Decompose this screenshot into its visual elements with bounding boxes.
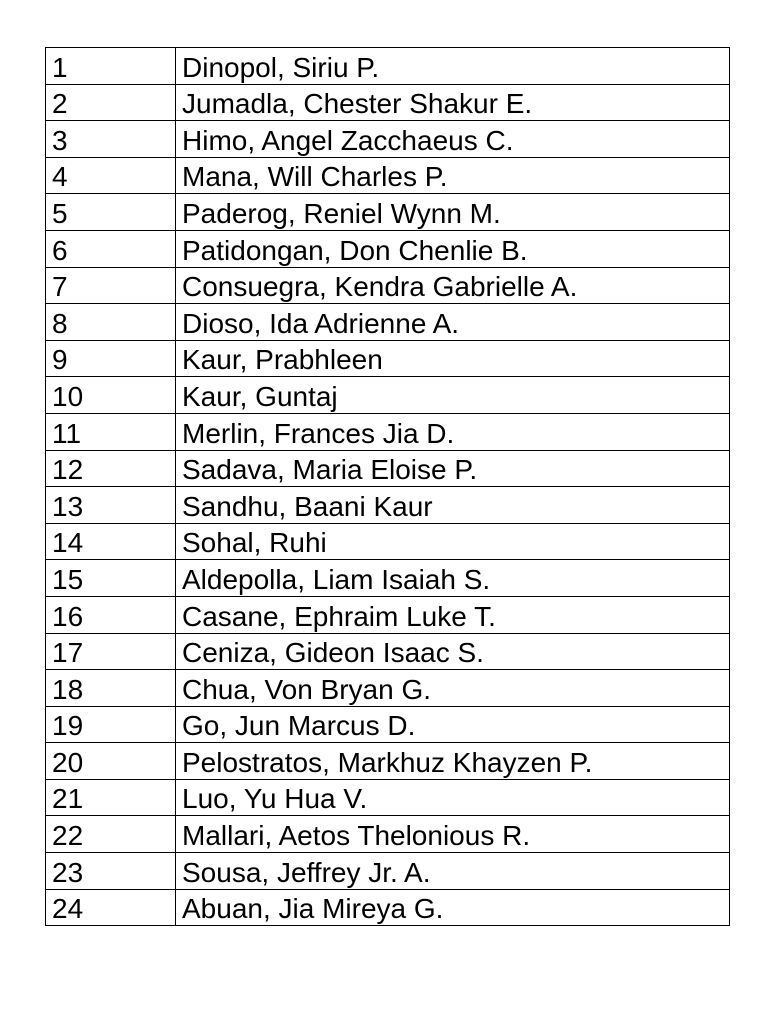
student-name: Luo, Yu Hua V. [182,783,368,815]
student-name-cell [176,304,730,341]
student-name: Mallari, Aetos Thelonious R. [182,820,531,852]
student-name-cell [176,670,730,707]
student-name: Sousa, Jeffrey Jr. A. [182,856,431,888]
student-name: Jumadla, Chester Shakur E. [182,88,533,120]
student-name-cell [176,450,730,487]
table-row [46,670,730,707]
student-name: Sandhu, Baani Kaur [182,490,433,522]
student-name-cell [176,889,730,926]
table-row [46,450,730,487]
table-row [46,816,730,853]
table-row [46,779,730,816]
row-number: 8 [52,307,68,339]
row-number: 9 [52,344,68,376]
student-name-cell [176,377,730,414]
table-row [46,377,730,414]
row-number: 17 [52,637,84,669]
table-row [46,157,730,194]
table-row [46,84,730,121]
student-name-cell [176,194,730,231]
student-name-cell [176,121,730,158]
row-number: 12 [52,454,84,486]
row-number: 18 [52,673,84,705]
row-number: 1 [52,51,68,83]
student-name: Merlin, Frances Jia D. [182,417,455,449]
row-number: 20 [52,746,84,778]
row-number-cell [46,267,176,304]
row-number: 4 [52,161,68,193]
student-name: Dioso, Ida Adrienne A. [182,307,460,339]
student-name: Chua, Von Bryan G. [182,673,432,705]
row-number: 19 [52,710,84,742]
table-row [46,121,730,158]
row-number-cell [46,779,176,816]
row-number-cell [46,560,176,597]
student-name: Himo, Angel Zacchaeus C. [182,124,514,156]
row-number-cell [46,596,176,633]
table-row [46,560,730,597]
row-number: 22 [52,820,84,852]
student-name-cell [176,560,730,597]
row-number-cell [46,48,176,85]
student-name: Sohal, Ruhi [182,527,327,559]
student-name-cell [176,48,730,85]
row-number: 24 [52,893,84,925]
student-name: Consuegra, Kendra Gabrielle A. [182,271,578,303]
row-number-cell [46,523,176,560]
student-name-cell [176,706,730,743]
student-name-cell [176,816,730,853]
row-number-cell [46,450,176,487]
row-number-cell [46,816,176,853]
row-number: 16 [52,600,84,632]
row-number-cell [46,743,176,780]
table-row [46,633,730,670]
table-row [46,743,730,780]
student-name: Casane, Ephraim Luke T. [182,600,496,632]
table-row [46,48,730,85]
roster-table [45,47,730,926]
student-name-cell [176,84,730,121]
row-number-cell [46,194,176,231]
student-name-cell [176,230,730,267]
student-name: Sadava, Maria Eloise P. [182,454,478,486]
row-number-cell [46,853,176,890]
student-name-cell [176,853,730,890]
student-name-cell [176,633,730,670]
row-number-cell [46,121,176,158]
student-name: Kaur, Prabhleen [182,344,383,376]
row-number-cell [46,706,176,743]
student-name-cell [176,743,730,780]
table-row [46,194,730,231]
row-number-cell [46,340,176,377]
table-row [46,706,730,743]
row-number-cell [46,377,176,414]
row-number: 15 [52,563,84,595]
student-name-cell [176,487,730,524]
table-row [46,523,730,560]
row-number: 14 [52,527,84,559]
student-name-cell [176,267,730,304]
student-name: Ceniza, Gideon Isaac S. [182,637,484,669]
table-row [46,304,730,341]
student-name: Patidongan, Don Chenlie B. [182,234,528,266]
row-number-cell [46,889,176,926]
row-number: 3 [52,124,68,156]
student-name-cell [176,413,730,450]
table-row [46,853,730,890]
table-row [46,267,730,304]
student-name: Aldepolla, Liam Isaiah S. [182,563,491,595]
row-number-cell [46,304,176,341]
row-number: 11 [52,417,82,449]
roster-table-body [46,48,730,926]
row-number-cell [46,670,176,707]
row-number-cell [46,413,176,450]
row-number-cell [46,84,176,121]
student-name-cell [176,340,730,377]
student-name-cell [176,157,730,194]
row-number-cell [46,633,176,670]
student-name-cell [176,596,730,633]
student-name: Paderog, Reniel Wynn M. [182,197,501,229]
row-number: 5 [52,197,68,229]
student-name: Mana, Will Charles P. [182,161,448,193]
row-number: 10 [52,380,84,412]
table-row [46,487,730,524]
student-name-cell [176,779,730,816]
row-number: 21 [52,783,84,815]
row-number: 2 [52,88,68,120]
table-row [46,596,730,633]
row-number-cell [46,157,176,194]
student-name: Kaur, Guntaj [182,380,338,412]
row-number: 23 [52,856,84,888]
row-number-cell [46,230,176,267]
student-name: Dinopol, Siriu P. [182,51,380,83]
student-name: Go, Jun Marcus D. [182,710,416,742]
student-name: Abuan, Jia Mireya G. [182,893,444,925]
student-name-cell [176,523,730,560]
row-number: 7 [52,271,68,303]
row-number-cell [46,487,176,524]
table-row [46,413,730,450]
table-row [46,230,730,267]
row-number: 13 [52,490,84,522]
table-row [46,889,730,926]
student-name: Pelostratos, Markhuz Khayzen P. [182,746,593,778]
row-number: 6 [52,234,68,266]
table-row [46,340,730,377]
